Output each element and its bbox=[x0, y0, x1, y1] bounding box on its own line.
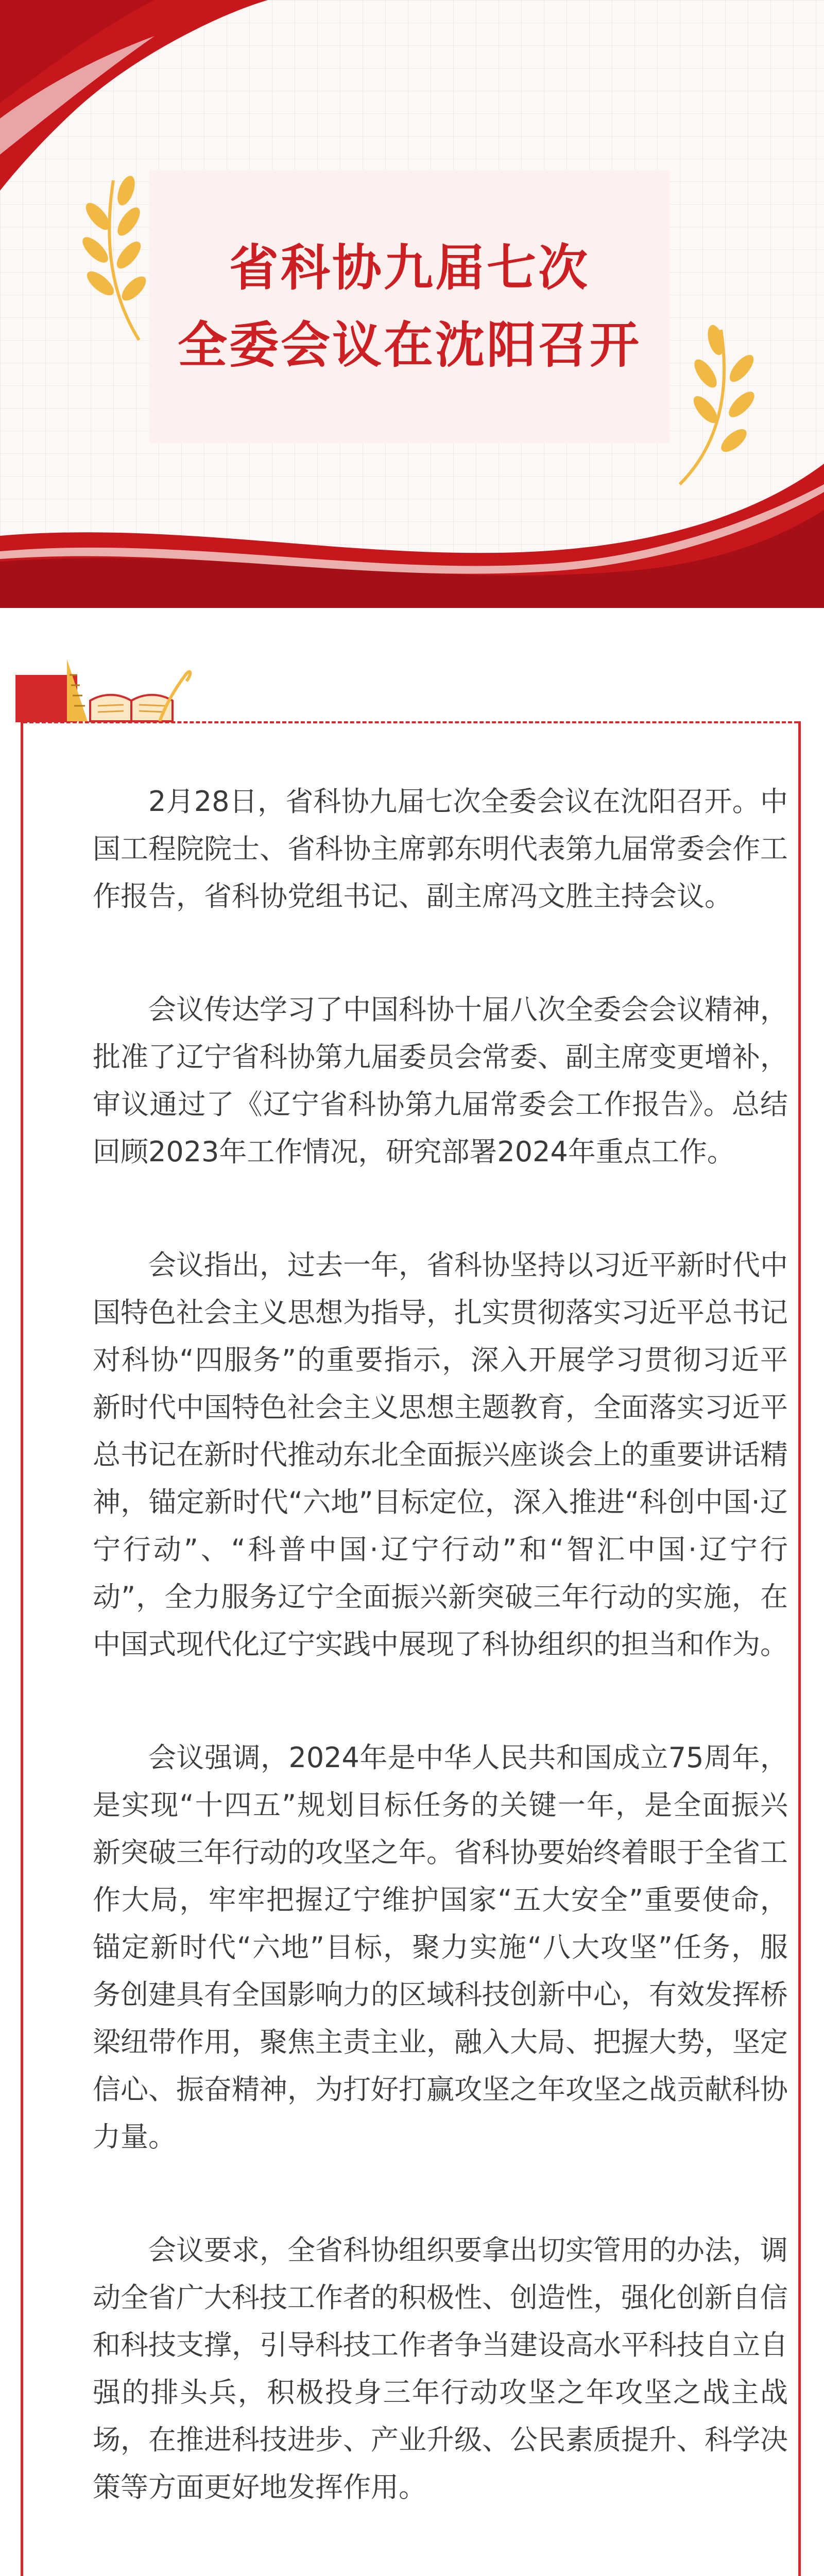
article-paragraph-3: 会议指出，过去一年，省科协坚持以习近平新时代中国特色社会主义思想为指导，扎实贯彻落实习近平总书记对科协“四服务”的重要指示，深入开展学习贯彻习近平新时代中国特色社会主义思想主题教育，全面落实习近平总书记在新时代推动东北全面振兴座谈会上的重要讲话精神，锚定新时代“六地”目标定位，深入推进“科创中国·辽宁行动”、“科普中国·辽宁行动”和“智汇中国·辽宁行动”，全力服务辽宁全面振兴新突破三年行动的实施，在中国式现代化辽宁实践中展现了科协组织的担当和作为。 bbox=[93, 1249, 788, 1660]
article-content-box bbox=[21, 721, 801, 2576]
article-paragraph-5: 会议要求，全省科协组织要拿出切实管用的办法，调动全省广大科技工作者的积极性、创造性，强化创新自信和科技支撑，引导科技工作者争当建设高水平科技自立自强的排头兵，积极投身三年行动攻坚之年攻坚之战主战场，在推进科技进步、产业升级、公民素质提升、科学决策等方面更好地发挥作用。 bbox=[93, 2234, 788, 2503]
page-title-line-1: 省科协九届七次 bbox=[229, 239, 590, 297]
article-paragraph-1: 2月28日，省科协九届七次全委会议在沈阳召开。中国工程院院士、省科协主席郭东明代表第九届常委会作工作报告，省科协党组书记、副主席冯文胜主持会议。 bbox=[93, 785, 788, 912]
article-paragraph-4: 会议强调，2024年是中华人民共和国成立75周年，是实现“十四五”规划目标任务的关键一年，是全面振兴新突破三年行动的攻坚之年。省科协要始终着眼于全省工作大局，牢牢把握辽宁维护国家“五大安全”重要使命，锚定新时代“六地”目标，聚力实施“八大攻坚”任务，服务创建具有全国影响力的区域科技创新中心，有效发挥桥梁纽带作用，聚焦主责主业，融入大局、把握大势，坚定信心、振奋精神，为打好打赢攻坚之年攻坚之战贡献科协力量。 bbox=[93, 1741, 788, 2153]
article-body bbox=[93, 778, 788, 2576]
article-paragraph-2: 会议传达学习了中国科协十届八次全委会会议精神，批准了辽宁省科协第九届委员会常委、副主席变更增补，审议通过了《辽宁省科协第九届常委会工作报告》。总结回顾2023年工作情况，研究部署2024年重点工作。 bbox=[93, 993, 788, 1168]
header-banner bbox=[0, 0, 824, 608]
page-title-line-2: 全委会议在沈阳召开 bbox=[178, 316, 641, 374]
title-card bbox=[149, 170, 670, 443]
wheat-right-icon bbox=[659, 319, 757, 489]
